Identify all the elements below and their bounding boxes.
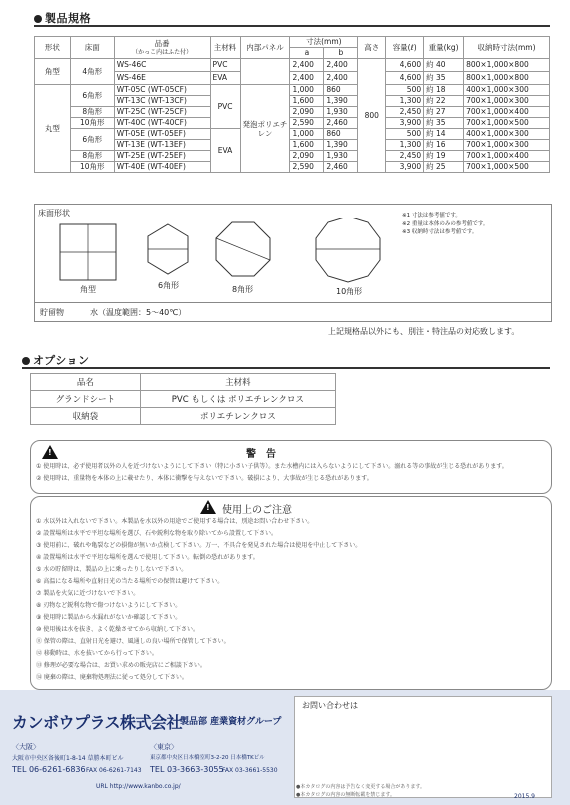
cell-a: 2,400 bbox=[290, 59, 324, 72]
cell-storage: 700×1,000×300 bbox=[464, 140, 550, 151]
caution-item: ② 設置場所は水平で平坦な場所を選び、石や鋭利な物を取り除いてから設置して下さい。 bbox=[36, 530, 278, 537]
spec-note: ※2 重量は本体のみの参考値です。 bbox=[402, 221, 489, 227]
cell-capacity: 4,600 bbox=[386, 59, 424, 72]
spec-notes bbox=[402, 212, 542, 236]
contact-note: ●本カタログの内容は予告なく変更する場合があります。 bbox=[296, 784, 425, 790]
cell-weight: 約 40 bbox=[424, 59, 464, 72]
cell-b: 860 bbox=[324, 129, 358, 140]
custom-order-note: 上記規格品以外にも、別注・特注品の対応致します。 bbox=[328, 327, 520, 336]
table-row bbox=[35, 107, 550, 118]
cell-weight: 約 14 bbox=[424, 129, 464, 140]
cell-b: 1,390 bbox=[324, 96, 358, 107]
tokyo-label: 〈東京〉 bbox=[150, 743, 178, 751]
osaka-label: 〈大阪〉 bbox=[12, 743, 40, 751]
cell-weight: 約 35 bbox=[424, 118, 464, 129]
cell-model: WT-40E (WT-40EF) bbox=[114, 162, 210, 173]
cell-a: 1,600 bbox=[290, 96, 324, 107]
square-shape-diagram bbox=[60, 224, 116, 280]
col-panel: 内部パネル bbox=[240, 37, 290, 59]
col-dim: 寸法(mm) bbox=[290, 37, 358, 48]
col-b: b bbox=[324, 48, 358, 59]
col-material: 主材料 bbox=[210, 37, 240, 59]
caution-item: ④ 設置場所は水平で平坦な場所を選んで使用して下さい。転倒の恐れがあります。 bbox=[36, 554, 259, 561]
table-row bbox=[35, 118, 550, 129]
cell-floor: 8角形 bbox=[70, 107, 114, 118]
caution-item: ⑥ 高温になる場所や直射日光の当たる場所での保管は避けて下さい。 bbox=[36, 578, 224, 585]
company-url[interactable]: URL http://www.kanbo.co.jp/ bbox=[96, 783, 181, 790]
cell-b: 1,390 bbox=[324, 140, 358, 151]
table-row bbox=[31, 408, 336, 425]
col-height: 高さ bbox=[358, 37, 386, 59]
shape-label-decagon: 10角形 bbox=[336, 287, 363, 296]
option-col-material: 主材料 bbox=[140, 374, 335, 391]
caution-item: ⑧ 刃物など鋭利な物で傷つけないようにして下さい。 bbox=[36, 602, 182, 609]
table-row bbox=[35, 85, 550, 96]
osaka-address: 大阪市中央区备後町1-8-14 草勝本町ビル bbox=[12, 755, 124, 762]
caution-item: ⑦ 製品を火気に近づけないで下さい。 bbox=[36, 590, 140, 597]
table-row bbox=[35, 129, 550, 140]
cell-b: 2,400 bbox=[324, 72, 358, 85]
option-material: PVC もしくは ポリエチレンクロス bbox=[140, 391, 335, 408]
cell-storage: 700×1,000×400 bbox=[464, 107, 550, 118]
caution-item: ③ 使用前に、破れや亀裂などの損傷が無いか点検して下さい。万一、不具合を発見された場合は使用を中止して下さい。 bbox=[36, 542, 362, 549]
cell-capacity: 500 bbox=[386, 129, 424, 140]
cell-a: 2,590 bbox=[290, 118, 324, 129]
cell-b: 1,930 bbox=[324, 151, 358, 162]
caution-item: ⑨ 使用時に製品から水漏れがないか確認して下さい。 bbox=[36, 614, 182, 621]
cell-model: WS-46E bbox=[114, 72, 210, 85]
caution-title: 使用上のご注意 bbox=[222, 505, 292, 516]
cell-weight: 約 16 bbox=[424, 140, 464, 151]
col-storage: 収納時寸法(mm) bbox=[464, 37, 550, 59]
col-model bbox=[114, 37, 210, 59]
caution-triangle-icon: ! bbox=[200, 500, 216, 514]
cell-height: 800 bbox=[358, 59, 386, 173]
storage-label: 貯留物 bbox=[40, 308, 64, 317]
cell-model: WT-05E (WT-05EF) bbox=[114, 129, 210, 140]
caution-item: ⑫ 移動時は、水を抜いてから行って下さい。 bbox=[36, 650, 158, 657]
tokyo-fax: FAX 03-3661-5530 bbox=[222, 767, 278, 774]
osaka-fax: FAX 06-6261-7143 bbox=[86, 767, 142, 774]
octagon-shape-diagram bbox=[216, 222, 270, 276]
cell-a: 1,000 bbox=[290, 85, 324, 96]
cell-storage: 800×1,000×800 bbox=[464, 72, 550, 85]
cell-floor: 6角形 bbox=[70, 85, 114, 107]
bullet-dot-icon bbox=[22, 357, 30, 365]
col-capacity: 容量(ℓ) bbox=[386, 37, 424, 59]
tokyo-address: 東京都中央区日本橋室町3-2-20 日本橋TKビル bbox=[150, 755, 265, 761]
cell-model: WT-05C (WT-05CF) bbox=[114, 85, 210, 96]
cell-material: PVC bbox=[210, 59, 240, 72]
option-title-underline bbox=[22, 367, 550, 369]
cell-b: 2,460 bbox=[324, 162, 358, 173]
cell-capacity: 3,900 bbox=[386, 162, 424, 173]
cell-a: 2,590 bbox=[290, 162, 324, 173]
cell-capacity: 1,300 bbox=[386, 140, 424, 151]
col-a: a bbox=[290, 48, 324, 59]
spec-note: ※1 寸法は参考値です。 bbox=[402, 213, 461, 219]
table-row bbox=[35, 162, 550, 173]
spec-title-underline bbox=[34, 25, 550, 27]
shape-label-hexagon: 6角形 bbox=[158, 281, 180, 290]
caution-item: ⑤ 水の貯留時は、製品の上に乗ったりしないで下さい。 bbox=[36, 566, 188, 573]
hexagon-shape-diagram bbox=[148, 224, 188, 274]
warning-triangle-icon: ! bbox=[42, 445, 58, 459]
cell-a: 1,000 bbox=[290, 129, 324, 140]
col-model-sub: （かっこ内はふた付） bbox=[132, 49, 193, 56]
option-title-text: オプション bbox=[33, 354, 90, 367]
cell-weight: 約 27 bbox=[424, 107, 464, 118]
caution-item: ⑩ 使用後は水を抜き、よく乾燥させてから収納して下さい。 bbox=[36, 626, 200, 633]
cell-capacity: 2,450 bbox=[386, 107, 424, 118]
col-floor: 床面 bbox=[70, 37, 114, 59]
cell-model: WT-40C (WT-40CF) bbox=[114, 118, 210, 129]
caution-item: ⑬ 修理が必要な場合は、お買い求めの販売店にご相談下さい。 bbox=[36, 662, 206, 669]
spec-note: ※3 収納時寸法は参考値です。 bbox=[402, 229, 478, 235]
cell-weight: 約 18 bbox=[424, 85, 464, 96]
cell-model: WT-25E (WT-25EF) bbox=[114, 151, 210, 162]
contact-label: お問い合わせは bbox=[302, 701, 358, 710]
cell-storage: 400×1,000×300 bbox=[464, 129, 550, 140]
cell-panel: 発泡ポリエチレン bbox=[240, 85, 290, 173]
cell-capacity: 1,300 bbox=[386, 96, 424, 107]
cell-storage: 800×1,000×800 bbox=[464, 59, 550, 72]
cell-storage: 700×1,000×500 bbox=[464, 118, 550, 129]
cell-a: 1,600 bbox=[290, 140, 324, 151]
company-division: 製品部 産業資材グループ bbox=[180, 717, 282, 727]
option-section-title bbox=[22, 352, 90, 368]
cell-capacity: 2,450 bbox=[386, 151, 424, 162]
spec-table bbox=[34, 36, 550, 173]
cell-floor: 10角形 bbox=[70, 118, 114, 129]
cell-weight: 約 19 bbox=[424, 151, 464, 162]
cell-capacity: 4,600 bbox=[386, 72, 424, 85]
cell-model: WT-13E (WT-13EF) bbox=[114, 140, 210, 151]
table-row bbox=[35, 151, 550, 162]
cell-panel bbox=[240, 59, 290, 85]
cell-a: 2,090 bbox=[290, 107, 324, 118]
tokyo-tel: TEL 03-3663-3055 bbox=[150, 765, 224, 774]
decagon-shape-diagram bbox=[316, 218, 380, 282]
bullet-dot-icon bbox=[34, 15, 42, 23]
cell-b: 2,400 bbox=[324, 59, 358, 72]
cell-weight: 約 22 bbox=[424, 96, 464, 107]
cell-capacity: 3,900 bbox=[386, 118, 424, 129]
option-material: ポリエチレンクロス bbox=[140, 408, 335, 425]
cell-shape: 角型 bbox=[35, 59, 71, 85]
cell-storage: 400×1,000×300 bbox=[464, 85, 550, 96]
cell-weight: 約 25 bbox=[424, 162, 464, 173]
caution-item: ① 水以外は入れないで下さい。本製品を水以外の用途でご使用する場合は、別途お問い合わせ下さい。 bbox=[36, 518, 314, 525]
cell-storage: 700×1,000×400 bbox=[464, 151, 550, 162]
caution-item: ⑭ 廃棄の際は、廃棄物処理法に従って処分して下さい。 bbox=[36, 674, 188, 681]
shape-label-square: 角型 bbox=[80, 285, 96, 294]
cell-a: 2,400 bbox=[290, 72, 324, 85]
cell-floor: 8角形 bbox=[70, 151, 114, 162]
cell-storage: 700×1,000×500 bbox=[464, 162, 550, 173]
table-row bbox=[31, 391, 336, 408]
cell-a: 2,090 bbox=[290, 151, 324, 162]
shape-label-octagon: 8角形 bbox=[232, 285, 254, 294]
caution-item: ⑪ 保管の際は、直射日光を避け、風通しの良い場所で保管して下さい。 bbox=[36, 638, 230, 645]
cell-floor: 10角形 bbox=[70, 162, 114, 173]
warning-title: 警 告 bbox=[246, 449, 276, 460]
floor-shape-label: 床面形状 bbox=[38, 209, 70, 218]
print-date: 2015.9 bbox=[514, 793, 535, 800]
cell-floor: 6角形 bbox=[70, 129, 114, 151]
cell-capacity: 500 bbox=[386, 85, 424, 96]
warning-item: ① 使用時は、必ず使用者以外の人を近づけないようにして下さい（特に小さい子供等）。また水槽内には入らないようにして下さい。溺れる等の事故が生じる恐れがあります。 bbox=[36, 463, 508, 470]
warning-item: ② 使用時は、重量物を本体の上に載せたり、本体に衝撃を与えないで下さい。破損により、大事故が生じる恐れがあります。 bbox=[36, 475, 373, 482]
cell-b: 2,460 bbox=[324, 118, 358, 129]
option-header-row bbox=[31, 374, 336, 391]
option-table bbox=[30, 373, 336, 425]
col-weight: 重量(kg) bbox=[424, 37, 464, 59]
cell-model: WT-25C (WT-25CF) bbox=[114, 107, 210, 118]
cell-material: EVA bbox=[210, 72, 240, 85]
option-name: グランドシート bbox=[31, 391, 141, 408]
cell-material: PVC bbox=[210, 85, 240, 129]
table-row bbox=[35, 59, 550, 72]
cell-model: WT-13C (WT-13CF) bbox=[114, 96, 210, 107]
spec-title-text: 製品規格 bbox=[45, 12, 91, 25]
cell-b: 860 bbox=[324, 85, 358, 96]
col-model-label: 品番 bbox=[154, 39, 170, 48]
contact-note: ●本カタログの内容の無断転載を禁じます。 bbox=[296, 792, 395, 798]
cell-storage: 700×1,000×300 bbox=[464, 96, 550, 107]
storage-value: 水（温度範囲：5〜40℃） bbox=[90, 308, 187, 317]
company-name: カンボウプラス株式会社 bbox=[12, 713, 183, 732]
cell-model: WS-46C bbox=[114, 59, 210, 72]
cell-material: EVA bbox=[210, 129, 240, 173]
cell-shape: 丸型 bbox=[35, 85, 71, 173]
option-name: 収納袋 bbox=[31, 408, 141, 425]
col-shape: 形状 bbox=[35, 37, 71, 59]
cell-floor: 4角形 bbox=[70, 59, 114, 85]
spec-header-row bbox=[35, 37, 550, 48]
cell-b: 1,930 bbox=[324, 107, 358, 118]
option-col-name: 品名 bbox=[31, 374, 141, 391]
spec-section-title bbox=[34, 10, 91, 26]
osaka-tel: TEL 06-6261-6836 bbox=[12, 765, 86, 774]
cell-weight: 約 35 bbox=[424, 72, 464, 85]
